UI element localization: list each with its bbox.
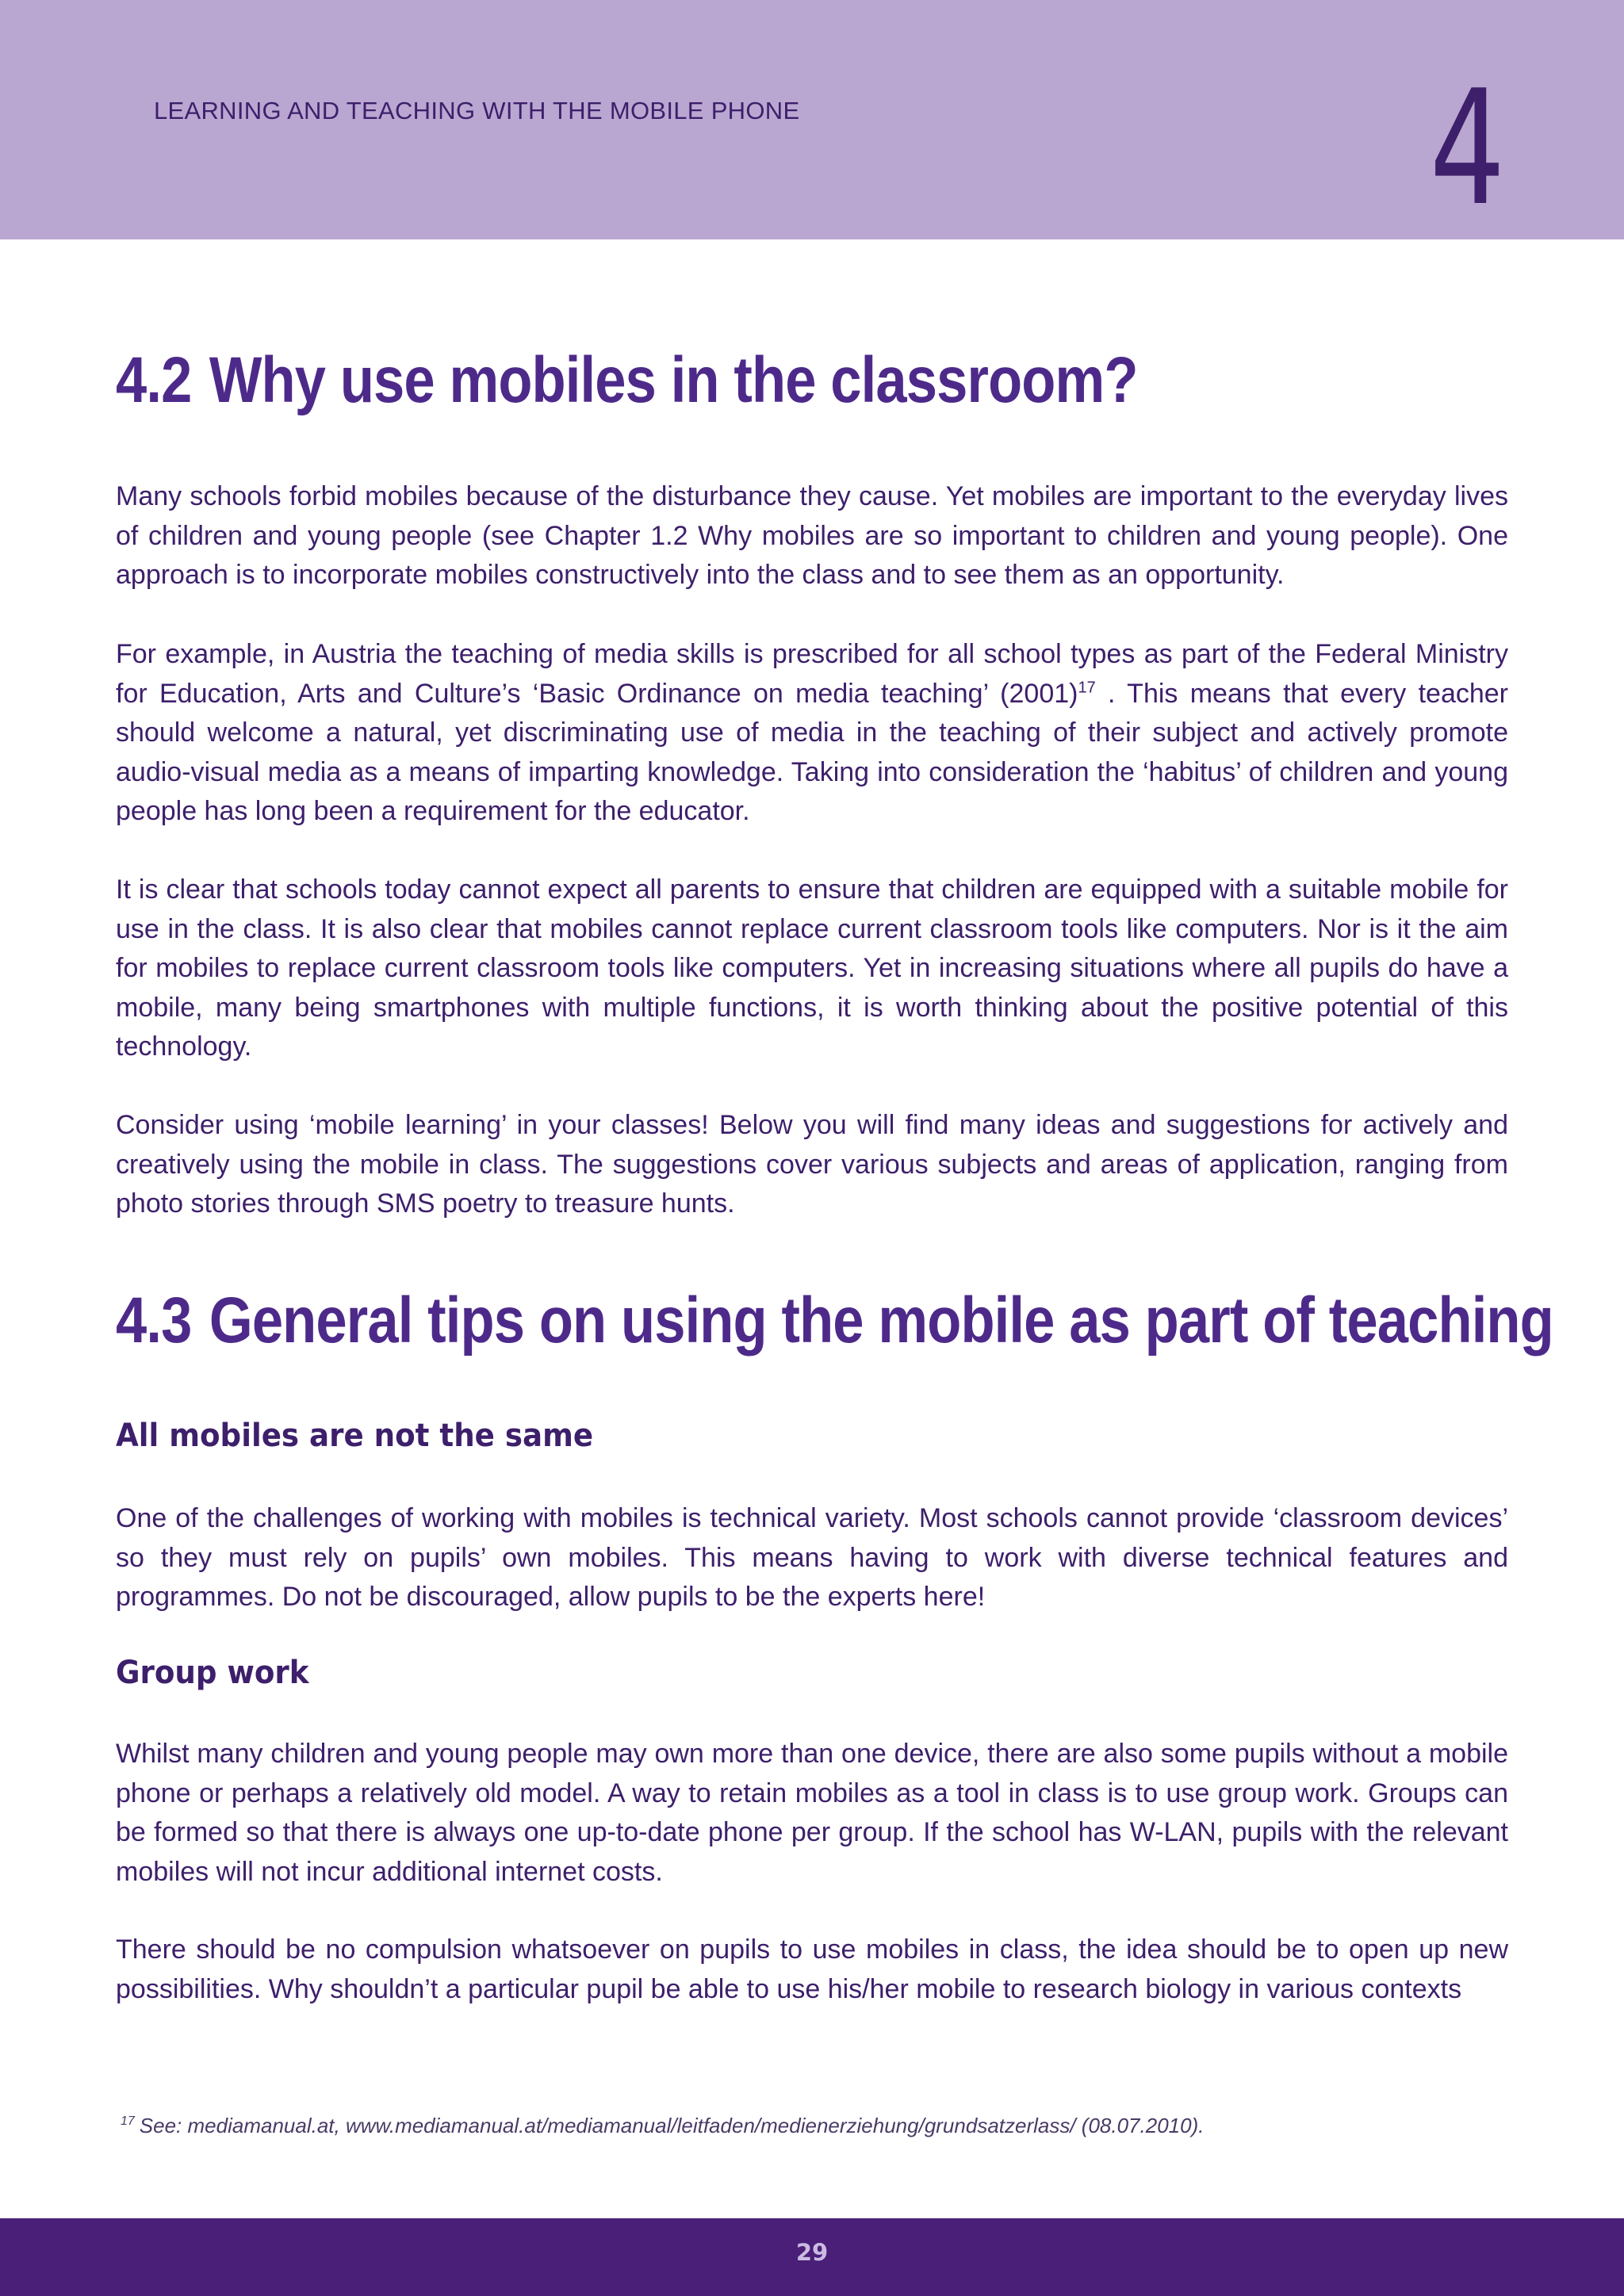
section-heading-4-3: [116, 1281, 1553, 1360]
header-band: [0, 0, 1624, 239]
footer-band: [0, 2218, 1624, 2296]
paragraph: One of the challenges of working with mobiles is technical variety. Most schools cannot provide ‘classroom devices’ so they must rely on pupils’ own mobiles. This means having to work with diverse technical features and programmes. Do not be discouraged, allow pupils to be the experts here!: [116, 1503, 1508, 1612]
subheading-all-mobiles: All mobiles are not the same: [116, 1418, 594, 1454]
page-number: 29: [795, 2239, 829, 2266]
section-title: Why use mobiles in the classroom?: [209, 344, 1138, 416]
paragraph: It is clear that schools today cannot expect all parents to ensure that children are equipped with a suitable mobile for use in the class. It is also clear that mobiles cannot replace current classroom tools like computers. Nor is it the aim for mobiles to replace current classroom tools like computers. Yet in increasing situations where all pupils do have a mobile, many being smartphones with multiple functions, it is worth thinking about the positive potential of this technology.: [116, 874, 1508, 1062]
paragraph: There should be no compulsion whatsoever on pupils to use mobiles in class, the idea should be to open up new possibilities. Why shouldn’t a particular pupil be able to use his/her mobile to research biology in various contexts: [116, 1934, 1508, 2004]
paragraph-text: . This means that every teacher should welcome a natural, yet discriminating use of media in the teaching of their subject and actively promote audio-visual media as a means of imparting knowledge. Taking into consideration the ‘habitus’ of children and young people has long been a requirement for the educator.: [116, 678, 1508, 826]
chapter-number: 4: [1429, 56, 1505, 241]
footnote-reference: 17: [1078, 679, 1096, 697]
paragraph-text: For example, in Austria the teaching of media skills is prescribed for all school types as part of the Federal Ministry for Education, Arts and Culture’s ‘Basic Ordinance on media teaching’ (2001): [116, 639, 1508, 709]
paragraph: Whilst many children and young people may own more than one device, there are also some pupils without a mobile phone or perhaps a relatively old model. A way to retain mobiles as a tool in class is to use group work. Groups can be formed so that there is always one up-to-date phone per group. If the school has W-LAN, pupils with the relevant mobiles will not incur additional internet costs.: [116, 1739, 1508, 1887]
running-head: LEARNING AND TEACHING WITH THE MOBILE PHONE: [154, 97, 800, 124]
section-heading-4-2: [116, 341, 1138, 420]
footnote: [121, 2114, 1204, 2138]
section-number: 4.2: [116, 344, 192, 416]
section-title: General tips on using the mobile as part of teaching: [209, 1284, 1553, 1357]
footnote-text: See: mediamanual.at, www.mediamanual.at/mediamanual/leitfaden/medienerziehung/grundsatzerlass/ (08.07.2010).: [139, 2114, 1205, 2137]
paragraph: Consider using ‘mobile learning’ in your classes! Below you will find many ideas and suggestions for actively and creatively using the mobile in class. The suggestions cover various subjects and areas of application, ranging from photo stories through SMS poetry to treasure hunts.: [116, 1110, 1508, 1219]
section-number: 4.3: [116, 1284, 192, 1357]
paragraph: Many schools forbid mobiles because of the disturbance they cause. Yet mobiles are important to the everyday lives of children and young people (see Chapter 1.2 Why mobiles are so important to children and young people). One approach is to incorporate mobiles constructively into the class and to see them as an opportunity.: [116, 481, 1508, 590]
subheading-group-work: Group work: [116, 1655, 309, 1691]
paragraph: [116, 635, 1508, 832]
footnote-number: 17: [121, 2114, 135, 2129]
